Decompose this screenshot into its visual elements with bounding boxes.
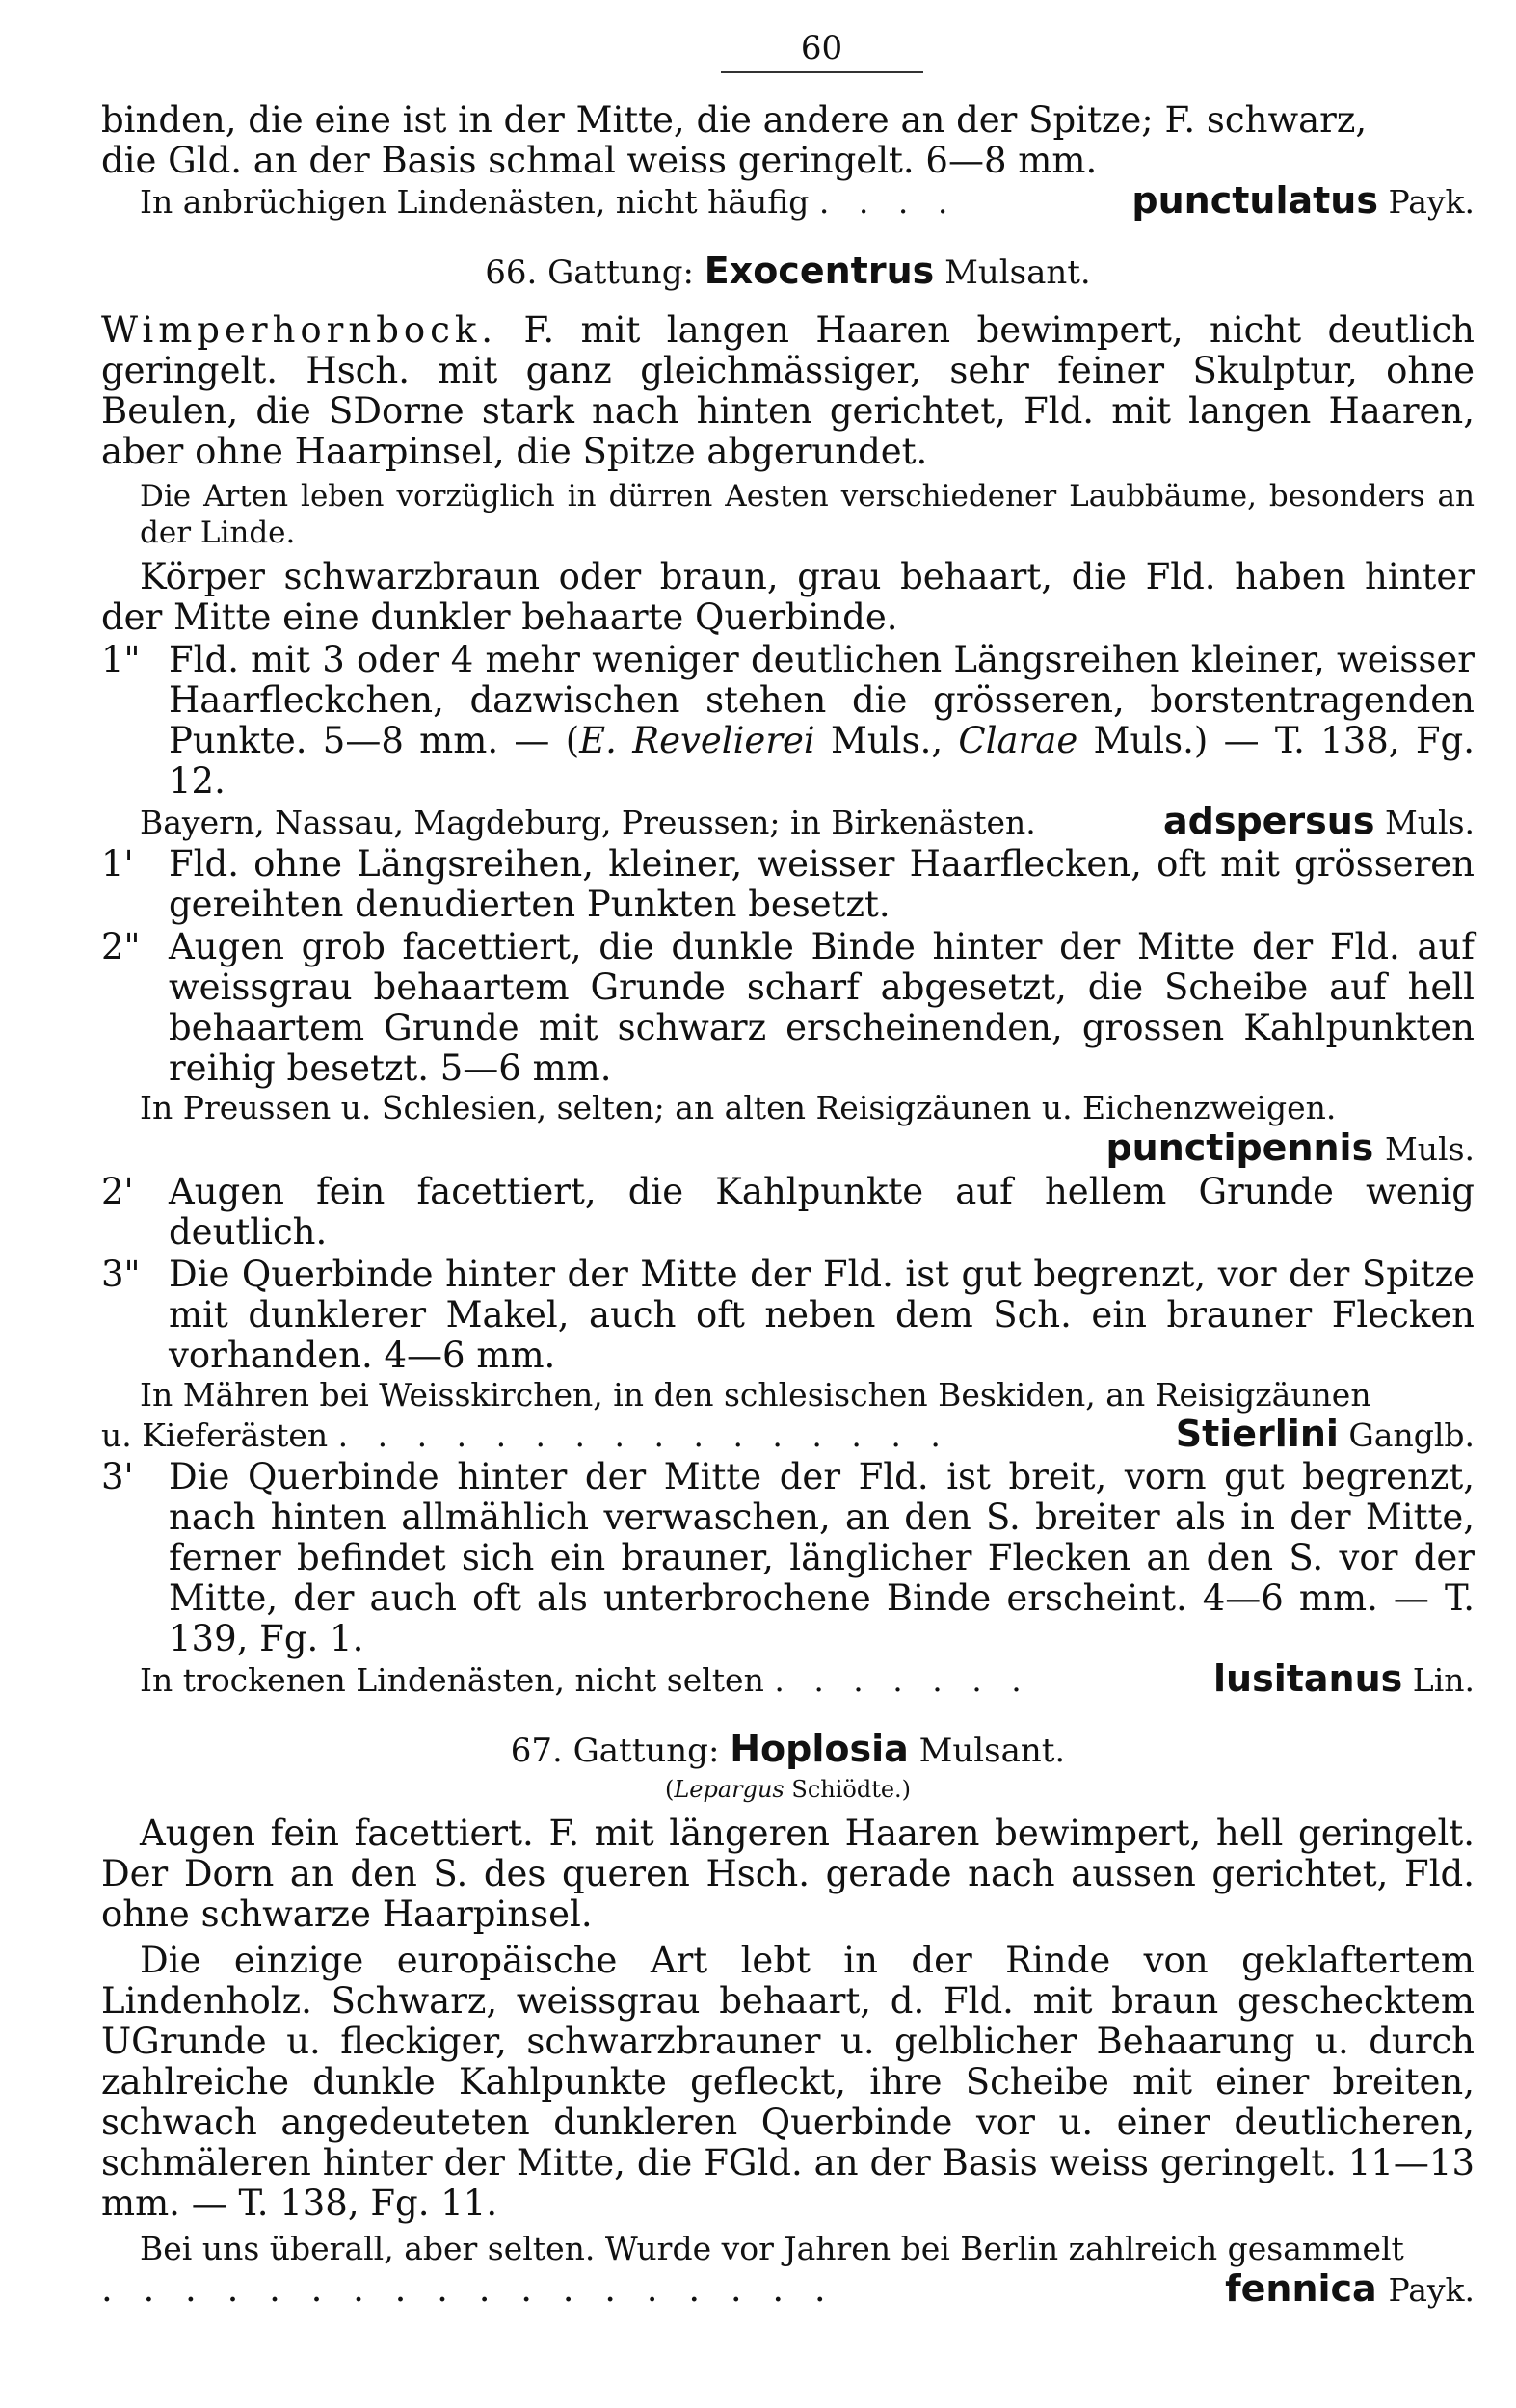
species-entry-punctulatus — [101, 181, 1475, 222]
genus-synonym: (Lepargus Schiödte.) — [664, 1776, 912, 1803]
key-entry-3 — [101, 1255, 1475, 1376]
habitat-text: Bei uns überall, aber selten. Wurde vor Jahren bei Berlin zahlreich gesammelt — [140, 2230, 1404, 2267]
document-page — [101, 29, 1475, 2311]
common-name: Wimperhornbock. — [101, 309, 498, 351]
leader-dots: . . . . . . . . . . . . . . . . . . — [101, 2268, 836, 2310]
key-text: Fld. mit 3 oder 4 mehr weniger deutlichen Längsreihen kleiner, weisser Haarfleckchen, dazwischen stehen die grösseren, borstentragenden Punkte. 5—8 mm. — (E. Revelierei Muls., Clarae Muls.) — T. 138, Fg. 12. — [169, 639, 1475, 802]
species-entry-stierlini — [101, 1415, 1475, 1455]
habitat-text: In Mähren bei Weisskirchen, in den schlesischen Beskiden, an Reisigzäunen — [140, 1376, 1371, 1414]
key-entry-2-alt — [101, 1172, 1475, 1253]
key-text: Die Querbinde hinter der Mitte der Fld. ist breit, vorn gut begrenzt, nach hinten allmählich verwaschen, an den S. breiter als in der Mitte, ferner befindet sich ein brauner, länglicher Flecken an den S. vor der Mitte, der auch oft als unterbrochene Binde erscheint. 4—6 mm. — T. 139, Fg. 1. — [169, 1456, 1475, 1659]
species-name: lusitanus Lin. — [1213, 1657, 1475, 1700]
key-entry-3-alt — [101, 1457, 1475, 1659]
key-text: Augen grob facettiert, die dunkle Binde hinter der Mitte der Fld. auf weissgrau behaartem Grunde scharf abgesetzt, die Scheibe auf hell behaartem Grunde mit schwarz erscheinenden, grossen Kahlpunkten reihig besetzt. 5—6 mm. — [169, 926, 1475, 1089]
genus-description: Wimperhornbock. F. mit langen Haaren bewimpert, nicht deutlich geringelt. Hsch. mit ganz gleichmässiger, sehr feiner Skulptur, ohne Beulen, die SDorne stark nach hinten gerichtet, Fld. mit langen Haaren, aber ohne Haarpinsel, die Spitze abgerundet. — [101, 309, 1476, 472]
species-entry-punctipennis: punctipennis Muls. — [1105, 1126, 1475, 1169]
species-name: adspersus Muls. — [1163, 800, 1475, 842]
key-entry-2 — [101, 927, 1475, 1089]
key-text: Die Querbinde hinter der Mitte der Fld. ist gut begrenzt, vor der Spitze mit dunklerer Makel, auch oft neben dem Sch. ein brauner Flecken vorhanden. 4—6 mm. — [169, 1254, 1475, 1376]
genus-note: Die Arten leben vorzüglich in dürren Aesten verschiedener Laubbäume, besonders an der Linde. — [140, 479, 1475, 550]
key-number: 2' — [101, 1171, 134, 1212]
species-name: Stierlini Ganglb. — [1175, 1413, 1475, 1455]
species-name: punctipennis — [1105, 1126, 1374, 1169]
body-description: Körper schwarzbraun oder braun, grau behaart, die Fld. haben hinter der Mitte eine dunkler behaarte Querbinde. — [101, 556, 1475, 638]
paragraph-continuation-1: binden, die eine ist in der Mitte, die andere an der Spitze; F. schwarz, — [101, 99, 1368, 141]
species-entry-lusitanus — [101, 1659, 1475, 1700]
header-rule — [721, 71, 923, 73]
species-name: fennica Payk. — [1225, 2267, 1475, 2310]
genus-heading-67: 67. Gattung: Hoplosia Mulsant. — [510, 1728, 1066, 1770]
habitat-text: In trockenen Lindenästen, nicht selten . . . . . . . — [140, 1661, 1031, 1699]
key-text: Fld. ohne Längsreihen, kleiner, weisser Haarflecken, oft mit grösseren gereihten denudierten Punkten besetzt. — [169, 843, 1475, 925]
key-number: 2" — [101, 926, 141, 967]
key-text: Augen fein facettiert, die Kahlpunkte auf hellem Grunde wenig deutlich. — [169, 1171, 1475, 1253]
habitat-text: u. Kieferästen . . . . . . . . . . . . . . . . — [101, 1416, 950, 1454]
key-entry-1 — [101, 640, 1475, 802]
habitat-text: In anbrüchigen Lindenästen, nicht häufig . . . . — [140, 183, 958, 221]
species-name: punctulatus Payk. — [1131, 179, 1475, 222]
genus-description: Augen fein facettiert. F. mit längeren Haaren bewimpert, hell geringelt. Der Dorn an den S. des queren Hsch. gerade nach aussen gerichtet, Fld. ohne schwarze Haarpinsel. — [101, 1813, 1475, 1935]
habitat-text: In Preussen u. Schlesien, selten; an alten Reisigzäunen u. Eichenzweigen. — [140, 1089, 1337, 1126]
key-number: 1' — [101, 843, 134, 885]
key-number: 1" — [101, 639, 141, 680]
page-number: 60 — [800, 29, 843, 67]
paragraph-continuation-2: die Gld. an der Basis schmal weiss geringelt. 6—8 mm. — [101, 140, 1098, 181]
genus-heading-66: 66. Gattung: Exocentrus Mulsant. — [485, 250, 1091, 292]
key-entry-1-alt — [101, 844, 1475, 925]
species-entry-fennica — [101, 2268, 1475, 2311]
genus-note: Die einzige europäische Art lebt in der Rinde von geklaftertem Lindenholz. Schwarz, weissgrau behaart, d. Fld. mit braun geschecktem UGrunde u. fleckiger, schwarzbrauner u. gelblicher Behaarung u. durch zahlreiche dunkle Kahlpunkte gefleckt, ihre Scheibe mit einer breiten, schwach angedeuteten dunkleren Querbinde vor u. einer deutlicheren, schmäleren hinter der Mitte, die FGld. an der Basis weiss geringelt. 11—13 mm. — T. 138, Fg. 11. — [101, 1940, 1475, 2224]
key-number: 3" — [101, 1254, 141, 1295]
species-entry-adspersus — [101, 802, 1475, 842]
key-number: 3' — [101, 1456, 134, 1497]
habitat-text: Bayern, Nassau, Magdeburg, Preussen; in Birkenästen. — [140, 804, 1036, 841]
